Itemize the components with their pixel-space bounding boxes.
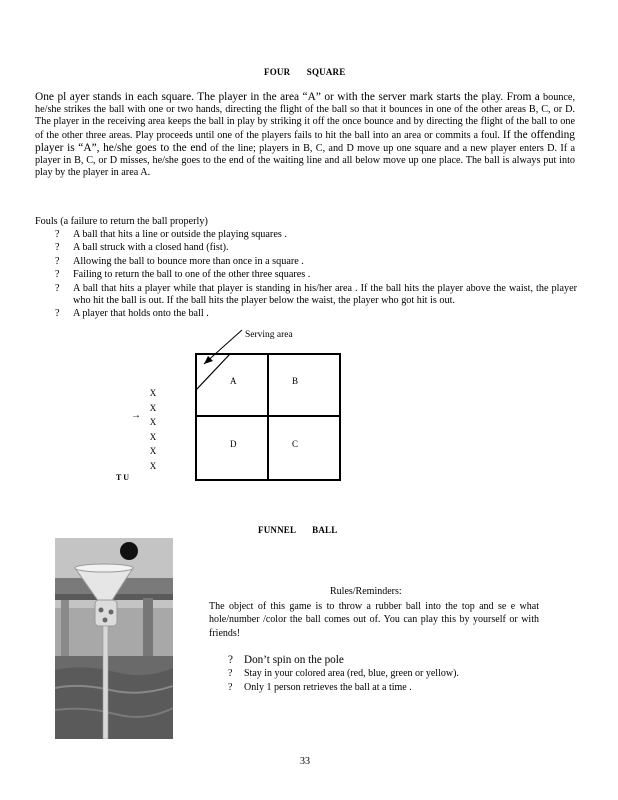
foul-item (35, 283, 577, 307)
foul-item (35, 229, 577, 241)
foul-text: Failing to return the ball to one of the other three squares . (73, 269, 311, 281)
square-a-label: A (230, 376, 237, 386)
funnel-ball-illustration (55, 538, 173, 739)
rules-heading: Rules/Reminders: (330, 586, 402, 597)
rule-text: Only 1 person retrieves the ball at a time . (244, 681, 412, 693)
rule-text: Stay in your colored area (red, blue, green or yellow). (244, 668, 459, 680)
court-divider-vertical (267, 355, 269, 479)
bullet-icon: ? (55, 242, 60, 254)
court-divider-horizontal (197, 415, 339, 417)
foul-text: Allowing the ball to bounce more than once in a square . (73, 255, 304, 267)
four-square-intro (35, 91, 575, 179)
rule-item (228, 654, 558, 667)
next-player-arrow-icon: → (131, 410, 141, 421)
waiting-player-mark: X (149, 446, 157, 457)
intro-body: bounce, he/she strikes the ball with one or two hands, directing the flight of the ball so that it bounces in one of the other areas B, C, or D. The player in the receiving area keeps the ball in play by striking it off the once bounce and by directing the flight of the ball to one of the other three areas. Play proceeds until one of the players fails to hit the ball into an area or commits a foul. (35, 92, 575, 141)
bullet-icon: ? (228, 668, 233, 680)
rules-list (228, 654, 558, 694)
square-d-label: D (230, 439, 237, 449)
square-c-label: C (292, 439, 299, 449)
four-square-court (195, 353, 341, 481)
foul-text: A ball that hits a line or outside the playing squares . (73, 229, 287, 240)
intro-rotation: of the line; players in B, C, and D move up one square and a new player enters D. If a player in B, C, or D misses, he/she goes to the end of the waiting line and all below move up one place. The ball is always put into play by the player in area A. (35, 142, 575, 179)
pole-icon (103, 626, 108, 739)
intro-first-line: One pl ayer stands in each square. The player in the area “A” or with the server mark starts the play. From a (35, 91, 540, 103)
foul-item (35, 269, 577, 281)
foul-item (35, 256, 577, 268)
bullet-icon: ? (55, 269, 60, 281)
rules-description: The object of this game is to throw a rubber ball into the top and se e what hole/number /color the ball comes out of. You can play this by yourself or with friends! (209, 601, 539, 639)
rule-item (228, 681, 558, 694)
waiting-player-mark: X (149, 417, 157, 428)
fouls-list (35, 229, 577, 322)
foul-item (35, 242, 577, 254)
waiting-player-mark: X (149, 388, 157, 398)
bullet-icon: ? (228, 654, 233, 666)
bullet-icon: ? (55, 282, 60, 294)
funnel-ball-title: FUNNEL BALL (258, 525, 338, 535)
foul-text: A player that holds onto the ball . (73, 308, 209, 320)
intro-offending-player: If the offending player is “A”, he/she goes to the end (35, 128, 575, 154)
waiting-player-mark: X (149, 460, 157, 471)
square-b-label: B (292, 376, 299, 386)
waiting-line (148, 386, 158, 474)
rule-text: Don’t spin on the pole (244, 654, 344, 666)
bullet-icon: ? (55, 255, 60, 267)
bullet-icon: ? (55, 229, 60, 240)
bullet-icon: ? (228, 681, 233, 693)
funnel-ball-photo (55, 538, 173, 739)
ball-icon (120, 542, 138, 560)
rule-item (228, 667, 558, 680)
four-square-title: FOUR SQUARE (264, 67, 346, 77)
bullet-icon: ? (55, 308, 60, 320)
serving-area-label: Serving area (245, 330, 293, 340)
small-mark: T U (116, 473, 129, 482)
foul-item (35, 308, 577, 320)
fouls-heading: Fouls (a failure to return the ball properly) (35, 216, 208, 227)
foul-text: A ball that hits a player while that player is standing in his/her area . If the ball hits the player above the waist, the player who hit the ball is out. If the ball hits the player below the waist, the player who got hit is out. (73, 282, 577, 306)
page-number: 33 (300, 756, 310, 767)
waiting-player-mark: X (149, 402, 157, 413)
waiting-player-mark: X (149, 431, 157, 442)
foul-text: A ball struck with a closed hand (fist). (73, 242, 229, 254)
